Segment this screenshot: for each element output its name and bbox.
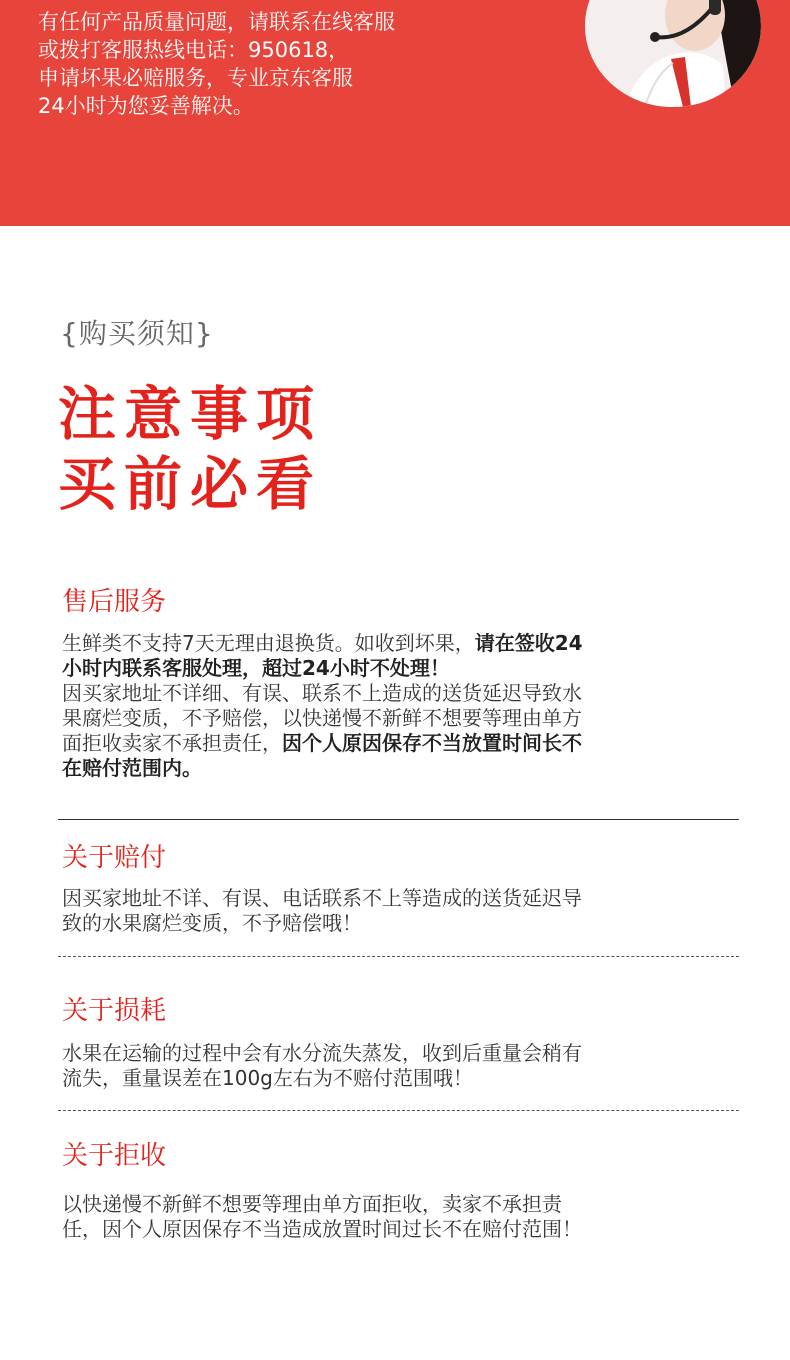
- compensation-line: 致的水果腐烂变质，不予赔偿哦！: [62, 911, 362, 935]
- after-sales-line: [62, 731, 742, 756]
- loss-title: 关于损耗: [62, 996, 167, 1026]
- headline-read-before-buy: 买前必看: [58, 450, 323, 518]
- text-bold: 在赔付范围内。: [62, 756, 202, 780]
- banner-text: [38, 8, 395, 120]
- text-bold: 因个人原因保存不当放置时间长不: [282, 731, 582, 755]
- purchase-notice-tag: {购买须知}: [60, 317, 214, 350]
- after-sales-title: 售后服务: [62, 587, 167, 617]
- after-sales-line: [62, 656, 742, 681]
- refusal-line: 以快递慢不新鲜不想要等理由单方面拒收，卖家不承担责: [62, 1192, 562, 1216]
- customer-service-agent-photo: [585, 0, 761, 107]
- loss-line: 水果在运输的过程中会有水分流失蒸发，收到后重量会稍有: [62, 1041, 582, 1065]
- banner-line: 有任何产品质量问题，请联系在线客服: [38, 10, 395, 34]
- loss-line: 流失，重量误差在100g左右为不赔付范围哦！: [62, 1066, 473, 1090]
- text-normal: 面拒收卖家不承担责任，: [62, 731, 282, 755]
- after-sales-line: 果腐烂变质，不予赔偿，以快递慢不新鲜不想要等理由单方: [62, 706, 582, 730]
- loss-body: [62, 1041, 742, 1091]
- text-bold: 请在签收24: [474, 631, 583, 655]
- compensation-line: 因买家地址不详、有误、电话联系不上等造成的送货延迟导: [62, 886, 582, 910]
- compensation-body: [62, 886, 742, 936]
- after-sales-line: [62, 631, 742, 656]
- refusal-title: 关于拒收: [62, 1141, 167, 1171]
- refusal-body: [62, 1192, 742, 1242]
- customer-service-banner: [0, 0, 790, 226]
- banner-line: 申请坏果必赔服务，专业京东客服: [38, 66, 353, 90]
- banner-line: 或拨打客服热线电话：950618，: [38, 38, 350, 62]
- refusal-line: 任，因个人原因保存不当造成放置时间过长不在赔付范围！: [62, 1217, 582, 1241]
- after-sales-body: [62, 631, 742, 781]
- banner-line: 24小时为您妥善解决。: [38, 94, 254, 118]
- section-divider: [58, 819, 739, 820]
- after-sales-line: 因买家地址不详细、有误、联系不上造成的送货延迟导致水: [62, 681, 582, 705]
- after-sales-line: [62, 756, 742, 781]
- headline-notice: 注意事项: [58, 380, 323, 448]
- text-bold: 小时内联系客服处理，超过24小时不处理！: [62, 656, 450, 680]
- agent-illustration: [585, 0, 761, 107]
- dashed-divider: [58, 1110, 739, 1111]
- compensation-title: 关于赔付: [62, 843, 167, 873]
- text-normal: 生鲜类不支持7天无理由退换货。如收到坏果，: [62, 631, 475, 655]
- dashed-divider: [58, 956, 739, 957]
